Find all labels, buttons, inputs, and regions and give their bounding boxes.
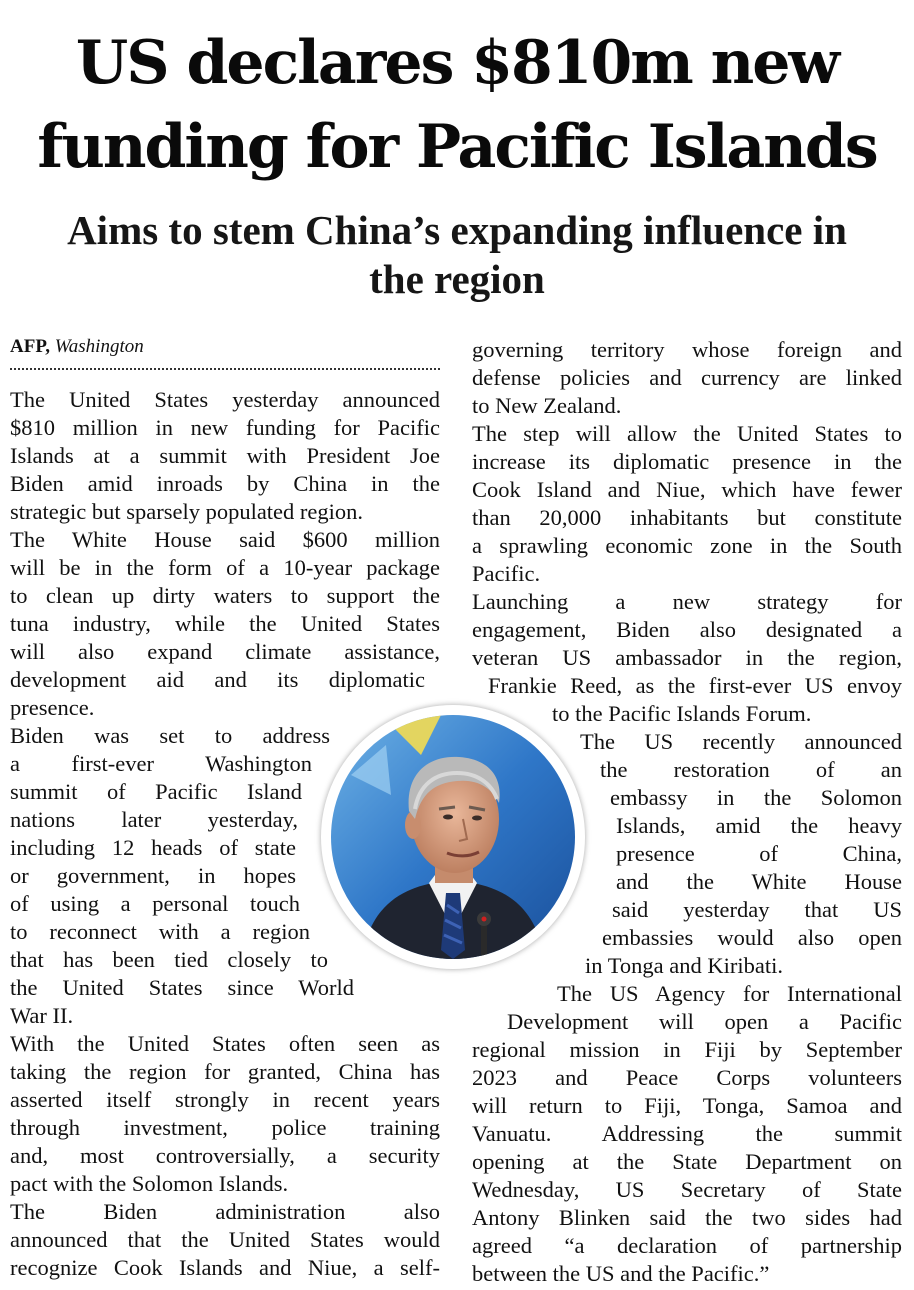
article-line: Islands, amid the heavy (616, 813, 902, 838)
article-line: will return to Fiji, Tonga, Samoa and (472, 1093, 902, 1118)
byline (10, 334, 144, 360)
subheadline-line-1: Aims to stem China’s expanding influence in (67, 207, 847, 253)
article-line: The White House said $600 million (10, 527, 440, 552)
article-line: Development will open a Pacific (507, 1009, 902, 1034)
article-line: and the White House (616, 869, 902, 894)
article-line: The US Agency for International (557, 981, 902, 1006)
article-line: Antony Blinken said the two sides had (472, 1205, 902, 1230)
article-line: Frankie Reed, as the first-ever US envoy (488, 673, 902, 698)
subheadline-line-2: the region (369, 256, 545, 302)
article-line: Biden was set to address (10, 723, 330, 748)
article-line: The United States yesterday announced (10, 387, 440, 412)
article-line: Vanuatu. Addressing the summit (472, 1121, 902, 1146)
article-line: announced that the United States would (10, 1227, 440, 1252)
article-line: will be in the form of a 10-year package (10, 555, 440, 580)
article-line: governing territory whose foreign and (472, 337, 902, 362)
article-line: asserted itself strongly in recent years (10, 1087, 440, 1112)
article-line: to reconnect with a region (10, 919, 310, 944)
portrait-photo (321, 705, 585, 969)
article-line: through investment, police training (10, 1115, 440, 1140)
article-line: agreed “a declaration of partnership (472, 1233, 902, 1258)
article-line: presence of China, (616, 841, 902, 866)
article-line: recognize Cook Islands and Niue, a self- (10, 1255, 440, 1280)
article-line: strategic but sparsely populated region. (10, 499, 364, 524)
headline-line-1: US declares $810m new (75, 28, 839, 98)
article-line: including 12 heads of state (10, 835, 296, 860)
headline-line-2: funding for Pacific Islands (37, 112, 877, 182)
article-line: or government, in hopes (10, 863, 296, 888)
article-line: that has been tied closely to (10, 947, 328, 972)
article-line: and, most controversially, a security (10, 1143, 440, 1168)
byline-divider (10, 368, 440, 370)
article-line: Cook Island and Niue, which have fewer (472, 477, 902, 502)
article-line: Islands at a summit with President Joe (10, 443, 440, 468)
article-line: to the Pacific Islands Forum. (552, 701, 812, 726)
article-line: Wednesday, US Secretary of State (472, 1177, 902, 1202)
article-line: The Biden administration also (10, 1199, 440, 1224)
article-line: defense policies and currency are linked (472, 365, 902, 390)
article-line: of using a personal touch (10, 891, 300, 916)
article-line: the restoration of an (600, 757, 902, 782)
article-line: pact with the Solomon Islands. (10, 1171, 289, 1196)
article-line: War II. (10, 1003, 74, 1028)
article-line: The US recently announced (580, 729, 902, 754)
article-line: a sprawling economic zone in the South (472, 533, 902, 558)
article-line: than 20,000 inhabitants but constitute (472, 505, 902, 530)
article-line: engagement, Biden also designated a (472, 617, 902, 642)
byline-source: AFP, (10, 336, 50, 357)
article-line: summit of Pacific Island (10, 779, 302, 804)
article-line: Pacific. (472, 561, 541, 586)
article-line: opening at the State Department on (472, 1149, 902, 1174)
article-line: increase its diplomatic presence in the (472, 449, 902, 474)
article-line: nations later yesterday, (10, 807, 298, 832)
article-line: 2023 and Peace Corps volunteers (472, 1065, 902, 1090)
article-line: veteran US ambassador in the region, (472, 645, 902, 670)
article-line: The step will allow the United States to (472, 421, 902, 446)
portrait-illustration (331, 715, 575, 959)
article-line: Launching a new strategy for (472, 589, 902, 614)
article-line: tuna industry, while the United States (10, 611, 440, 636)
article-line: presence. (10, 695, 95, 720)
article-line: a first-ever Washington (10, 751, 312, 776)
article-line: said yesterday that US (612, 897, 902, 922)
article-line: between the US and the Pacific.” (472, 1261, 770, 1286)
article-line: $810 million in new funding for Pacific (10, 415, 440, 440)
article-line: Biden amid inroads by China in the (10, 471, 440, 496)
article-line: to clean up dirty waters to support the (10, 583, 440, 608)
article-line: taking the region for granted, China has (10, 1059, 440, 1084)
article-line: to New Zealand. (472, 393, 622, 418)
article-line: regional mission in Fiji by September (472, 1037, 902, 1062)
byline-place: Washington (54, 336, 144, 357)
article-line: will also expand climate assistance, (10, 639, 440, 664)
article-line: development aid and its diplomatic (10, 667, 425, 692)
article-line: in Tonga and Kiribati. (585, 953, 783, 978)
article-line: the United States since World (10, 975, 354, 1000)
article-line: embassies would also open (602, 925, 902, 950)
article-line: embassy in the Solomon (610, 785, 902, 810)
article-line: With the United States often seen as (10, 1031, 440, 1056)
